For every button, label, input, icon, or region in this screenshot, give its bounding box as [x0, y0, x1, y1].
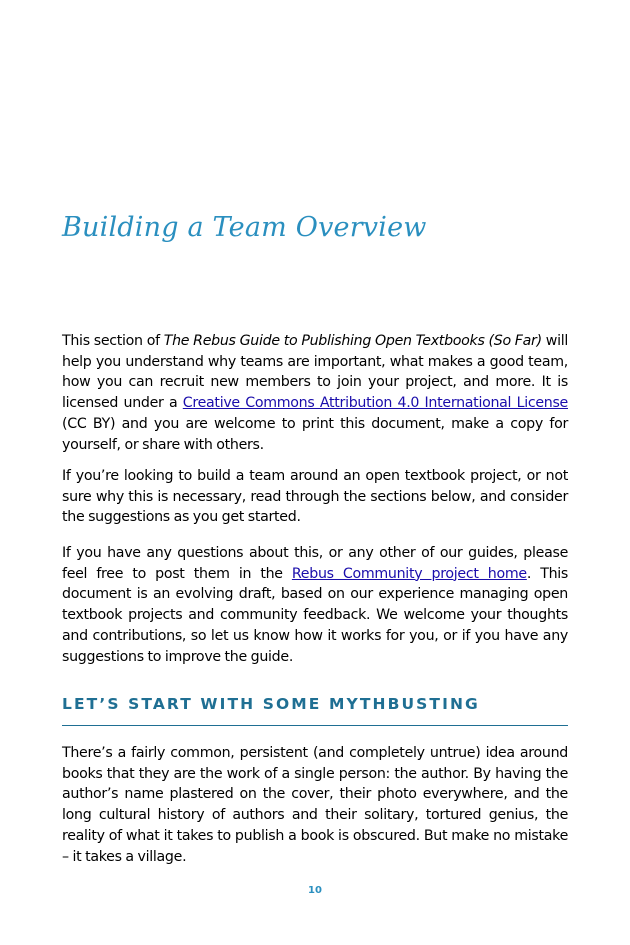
intro-paragraph	[62, 331, 568, 455]
mythbusting-paragraph: There’s a fairly common, persistent (and completely untrue) idea around books that they are the work of a single person: the author. By having the author’s name plastered on the cover, their photo everywhere, and the long cultural history of authors and their solitary, tortured genius, the reality of what it takes to publish a book is obscured. But make no mistake – it takes a village.	[62, 745, 568, 865]
license-link[interactable]: Creative Commons Attribution 4.0 International License	[182, 395, 568, 412]
questions-text-2: . This document is an evolving draft, based on our experience managing open textbook projects and community feedback. We welcome your thoughts and contributions, so let us know how it works for you, or if you have any suggestions to improve the guide.	[62, 565, 569, 665]
intro-text-2: will help you understand why teams are important, what makes a good team, how you can recruit new members to join your project, and more. It is licensed under a	[62, 333, 568, 412]
section-heading: LET’S START WITH SOME MYTHBUSTING	[62, 693, 568, 726]
intro-text-3: (CC BY) and you are welcome to print this document, make a copy for yourself, or share with others.	[62, 415, 568, 453]
community-link[interactable]: Rebus Community project home	[291, 565, 527, 582]
questions-paragraph	[62, 543, 568, 667]
intro-text-1: This section of	[62, 333, 164, 349]
page-number: 10	[308, 885, 322, 896]
book-title: The Rebus Guide to Publishing Open Textbooks (So Far)	[163, 333, 542, 349]
team-paragraph: If you’re looking to build a team around an open textbook project, or not sure why this is necessary, read through the sections below, and consider the suggestions as you get started.	[62, 468, 568, 526]
page-title: Building a Team Overview	[62, 212, 427, 243]
questions-text-1: If you have any questions about this, or any other of our guides, please feel free to post them in the	[62, 545, 568, 582]
